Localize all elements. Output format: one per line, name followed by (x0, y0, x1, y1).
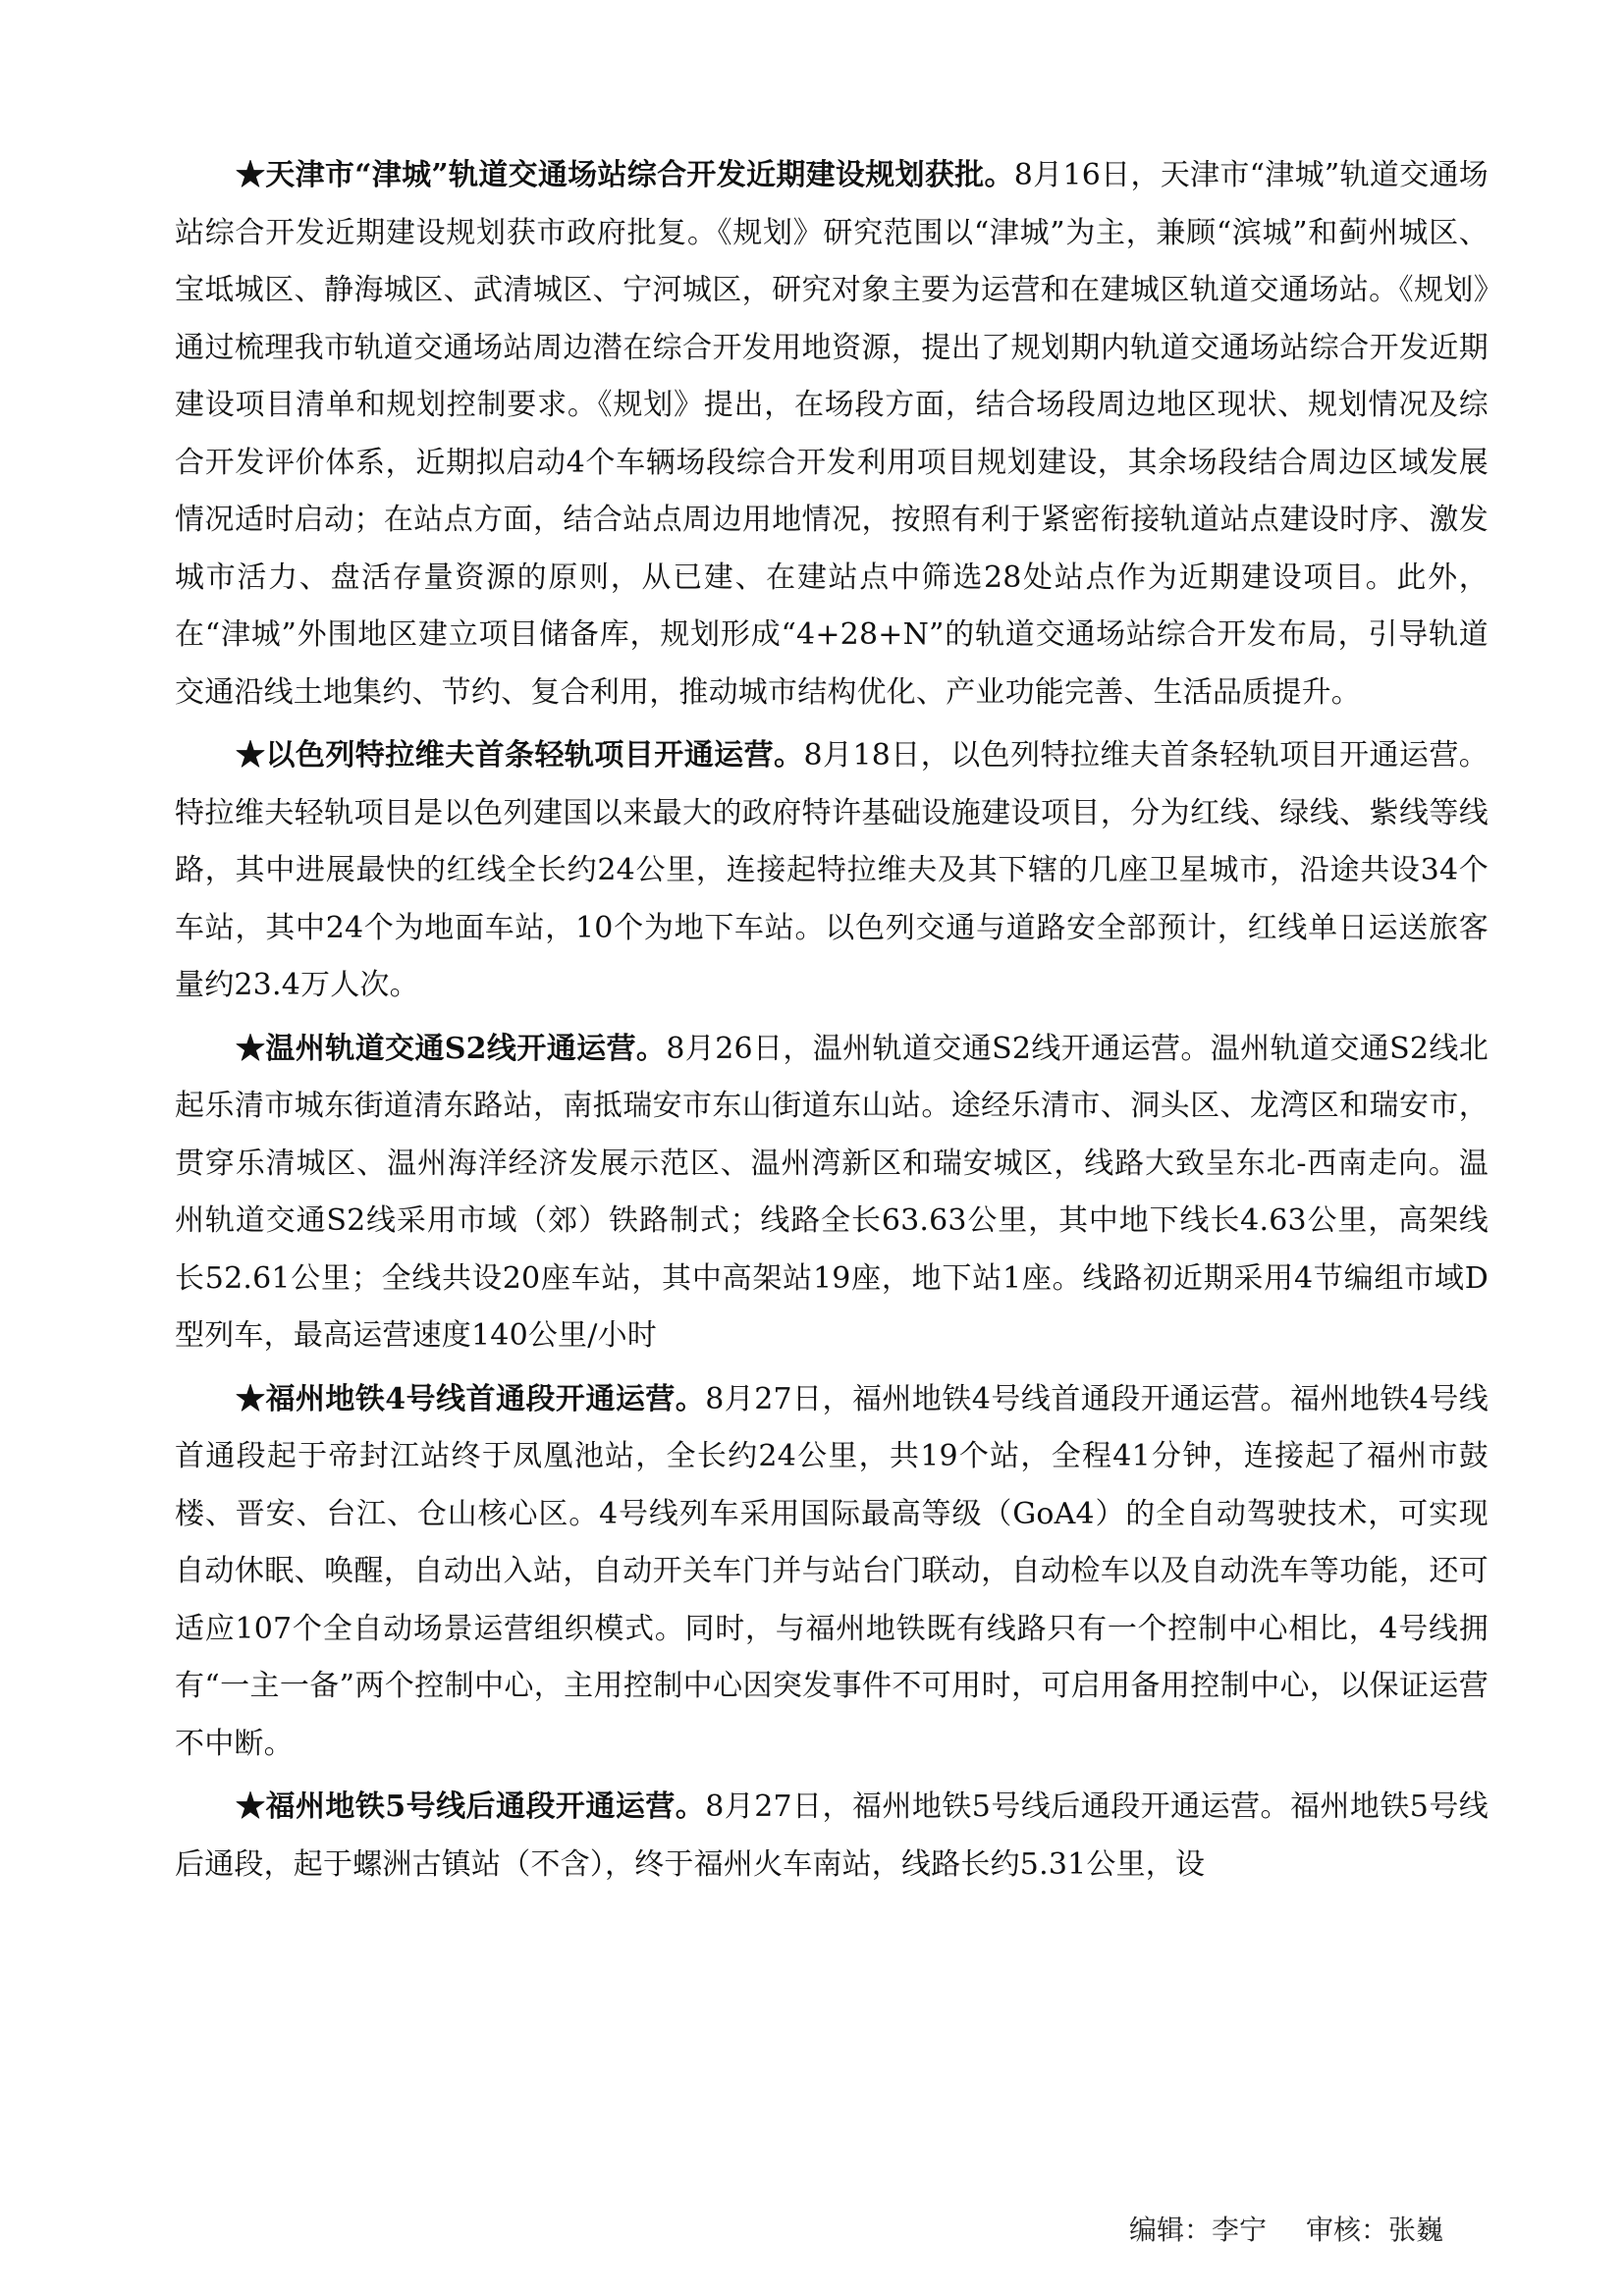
article-fuzhou-line5 (175, 1779, 1489, 1894)
article-body: 8月18日，以色列特拉维夫首条轻轨项目开通运营。特拉维夫轻轨项目是以色列建国以来最大的政府特许基础设施建设项目，分为红线、绿线、紫线等线路，其中进展最快的红线全长约24公里，连接起特拉维夫及其下辖的几座卫星城市，沿途共设34个车站，其中24个为地面车站，10个为地下车站。以色列交通与道路安全部预计，红线单日运送旅客量约23.4万人次。 (175, 738, 1489, 1002)
article-headline: ★福州地铁5号线后通段开通运营。 (236, 1789, 706, 1824)
article-tianjin (175, 147, 1489, 721)
reviewer-credit: 审核：张巍 (1306, 2214, 1444, 2246)
article-wenzhou (175, 1021, 1489, 1365)
article-headline: ★福州地铁4号线首通段开通运营。 (236, 1381, 706, 1416)
article-headline: ★天津市“津城”轨道交通场站综合开发近期建设规划获批。 (236, 158, 1014, 192)
editor-credit: 编辑：李宁 (1129, 2214, 1268, 2246)
article-tel-aviv (175, 727, 1489, 1015)
article-body: 8月27日，福州地铁4号线首通段开通运营。福州地铁4号线首通段起于帝封江站终于凤凰池站，全长约24公里，共19个站，全程41分钟，连接起了福州市鼓楼、晋安、台江、仓山核心区。4号线列车采用国际最高等级（GoA4）的全自动驾驶技术，可实现自动休眠、唤醒，自动出入站，自动开关车门并与站台门联动，自动检车以及自动洗车等功能，还可适应107个全自动场景运营组织模式。同时，与福州地铁既有线路只有一个控制中心相比，4号线拥有“一主一备”两个控制中心，主用控制中心因突发事件不可用时，可启用备用控制中心，以保证运营不中断。 (175, 1381, 1489, 1761)
article-body: 8月16日，天津市“津城”轨道交通场站综合开发近期建设规划获市政府批复。《规划》研究范围以“津城”为主，兼顾“滨城”和蓟州城区、宝坻城区、静海城区、武清城区、宁河城区，研究对象主要为运营和在建城区轨道交通场站。《规划》通过梳理我市轨道交通场站周边潜在综合开发用地资源，提出了规划期内轨道交通场站综合开发近期建设项目清单和规划控制要求。《规划》提出，在场段方面，结合场段周边地区现状、规划情况及综合开发评价体系，近期拟启动4个车辆场段综合开发利用项目规划建设，其余场段结合周边区域发展情况适时启动；在站点方面，结合站点周边用地情况，按照有利于紧密衔接轨道站点建设时序、激发城市活力、盘活存量资源的原则，从已建、在建站点中筛选28处站点作为近期建设项目。此外，在“津城”外围地区建立项目储备库，规划形成“4+28+N”的轨道交通场站综合开发布局，引导轨道交通沿线土地集约、节约、复合利用，推动城市结构优化、产业功能完善、生活品质提升。 (175, 158, 1489, 710)
document-body (175, 147, 1489, 1899)
article-body: 8月26日，温州轨道交通S2线开通运营。温州轨道交通S2线北起乐清市城东街道清东路站，南抵瑞安市东山街道东山站。途经乐清市、洞头区、龙湾区和瑞安市，贯穿乐清城区、温州海洋经济发展示范区、温州湾新区和瑞安城区，线路大致呈东北-西南走向。温州轨道交通S2线采用市域（郊）铁路制式；线路全长63.63公里，其中地下线长4.63公里，高架线长52.61公里；全线共设20座车站，其中高架站19座，地下站1座。线路初近期采用4节编组市域D型列车，最高运营速度140公里/小时 (175, 1031, 1489, 1353)
article-fuzhou-line4 (175, 1371, 1489, 1774)
article-headline: ★温州轨道交通S2线开通运营。 (236, 1031, 667, 1066)
article-headline: ★以色列特拉维夫首条轻轨项目开通运营。 (236, 738, 804, 773)
article-body: 8月27日，福州地铁5号线后通段开通运营。福州地铁5号线后通段，起于螺洲古镇站（不含），终于福州火车南站，线路长约5.31公里，设 (175, 1789, 1489, 1882)
page-footer (1129, 2209, 1443, 2248)
